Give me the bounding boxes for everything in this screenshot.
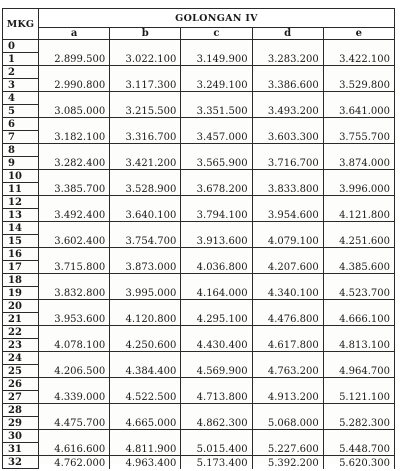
salary-cell-c: 4.164.000 bbox=[181, 274, 252, 300]
mkg-cell: 17 bbox=[3, 261, 39, 274]
salary-cell-d: 3.493.200 bbox=[252, 92, 323, 118]
table-row bbox=[3, 196, 395, 209]
mkg-cell: 12 bbox=[3, 196, 39, 209]
salary-cell-b: 4.665.000 bbox=[110, 404, 181, 430]
salary-cell-a: 4.475.700 bbox=[39, 404, 110, 430]
column-header-b: b bbox=[110, 28, 181, 40]
mkg-cell: 31 bbox=[3, 443, 39, 456]
salary-cell-b: 4.522.500 bbox=[110, 378, 181, 404]
table-row bbox=[3, 92, 395, 105]
salary-cell-c: 5.015.400 bbox=[181, 430, 252, 456]
salary-cell-b: 3.421.200 bbox=[110, 144, 181, 170]
salary-cell-e: 4.121.800 bbox=[323, 196, 394, 222]
mkg-cell: 30 bbox=[3, 430, 39, 443]
salary-cell-a: 4.339.000 bbox=[39, 378, 110, 404]
mkg-cell: 4 bbox=[3, 92, 39, 105]
salary-cell-d: 4.079.100 bbox=[252, 222, 323, 248]
mkg-cell: 6 bbox=[3, 118, 39, 131]
group-header: GOLONGAN IV bbox=[39, 9, 395, 28]
mkg-cell: 2 bbox=[3, 66, 39, 79]
salary-cell-a: 3.385.700 bbox=[39, 170, 110, 196]
salary-cell-c: 5.173.400 bbox=[181, 456, 252, 469]
salary-cell-c: 3.249.100 bbox=[181, 66, 252, 92]
salary-table bbox=[2, 8, 395, 469]
column-header-c: c bbox=[181, 28, 252, 40]
salary-cell-d: 4.617.800 bbox=[252, 326, 323, 352]
table-row bbox=[3, 300, 395, 313]
salary-cell-d: 3.603.300 bbox=[252, 118, 323, 144]
mkg-cell: 21 bbox=[3, 313, 39, 326]
table-row bbox=[3, 430, 395, 443]
salary-cell-b: 3.215.500 bbox=[110, 92, 181, 118]
salary-cell-a: 3.953.600 bbox=[39, 300, 110, 326]
mkg-cell: 3 bbox=[3, 79, 39, 92]
mkg-cell: 15 bbox=[3, 235, 39, 248]
salary-cell-b: 3.995.000 bbox=[110, 274, 181, 300]
salary-cell-d: 5.227.600 bbox=[252, 430, 323, 456]
mkg-cell: 14 bbox=[3, 222, 39, 235]
mkg-cell: 28 bbox=[3, 404, 39, 417]
salary-cell-b: 4.963.400 bbox=[110, 456, 181, 469]
salary-cell-b: 3.316.700 bbox=[110, 118, 181, 144]
salary-cell-c: 3.351.500 bbox=[181, 92, 252, 118]
salary-cell-a: 4.616.600 bbox=[39, 430, 110, 456]
mkg-cell: 23 bbox=[3, 339, 39, 352]
table-row bbox=[3, 326, 395, 339]
salary-cell-e: 4.813.100 bbox=[323, 326, 394, 352]
table-row bbox=[3, 40, 395, 53]
salary-cell-d: 3.386.600 bbox=[252, 66, 323, 92]
salary-cell-e: 5.282.300 bbox=[323, 404, 394, 430]
salary-table-sheet bbox=[2, 8, 394, 469]
salary-cell-e: 4.523.700 bbox=[323, 274, 394, 300]
table-row bbox=[3, 404, 395, 417]
salary-cell-d: 4.340.100 bbox=[252, 274, 323, 300]
table-row bbox=[3, 274, 395, 287]
salary-cell-b: 3.873.000 bbox=[110, 248, 181, 274]
salary-cell-d: 4.476.800 bbox=[252, 300, 323, 326]
salary-cell-d: 3.954.600 bbox=[252, 196, 323, 222]
salary-cell-e: 4.251.600 bbox=[323, 222, 394, 248]
salary-cell-c: 3.457.000 bbox=[181, 118, 252, 144]
table-row bbox=[3, 66, 395, 79]
salary-cell-d: 5.068.000 bbox=[252, 404, 323, 430]
salary-cell-d: 4.763.200 bbox=[252, 352, 323, 378]
mkg-cell: 16 bbox=[3, 248, 39, 261]
table-row bbox=[3, 248, 395, 261]
table-row bbox=[3, 456, 395, 469]
salary-cell-b: 3.754.700 bbox=[110, 222, 181, 248]
salary-cell-d: 3.833.800 bbox=[252, 170, 323, 196]
salary-cell-b: 4.120.800 bbox=[110, 300, 181, 326]
mkg-cell: 18 bbox=[3, 274, 39, 287]
salary-cell-c: 4.430.400 bbox=[181, 326, 252, 352]
salary-cell-e: 3.996.000 bbox=[323, 170, 394, 196]
mkg-cell: 26 bbox=[3, 378, 39, 391]
salary-cell-c: 3.149.900 bbox=[181, 40, 252, 66]
salary-cell-d: 3.716.700 bbox=[252, 144, 323, 170]
salary-cell-a: 4.078.100 bbox=[39, 326, 110, 352]
column-header-a: a bbox=[39, 28, 110, 40]
salary-cell-a: 3.282.400 bbox=[39, 144, 110, 170]
mkg-cell: 25 bbox=[3, 365, 39, 378]
salary-cell-c: 4.569.900 bbox=[181, 352, 252, 378]
salary-cell-e: 3.422.100 bbox=[323, 40, 394, 66]
salary-cell-a: 4.762.000 bbox=[39, 456, 110, 469]
mkg-cell: 32 bbox=[3, 456, 39, 469]
salary-cell-c: 4.036.800 bbox=[181, 248, 252, 274]
mkg-cell: 27 bbox=[3, 391, 39, 404]
table-row bbox=[3, 352, 395, 365]
salary-cell-c: 4.713.800 bbox=[181, 378, 252, 404]
salary-cell-a: 2.990.800 bbox=[39, 66, 110, 92]
salary-cell-a: 3.182.100 bbox=[39, 118, 110, 144]
salary-cell-e: 5.448.700 bbox=[323, 430, 394, 456]
salary-cell-b: 3.640.100 bbox=[110, 196, 181, 222]
mkg-cell: 24 bbox=[3, 352, 39, 365]
mkg-cell: 5 bbox=[3, 105, 39, 118]
salary-cell-e: 3.755.700 bbox=[323, 118, 394, 144]
mkg-cell: 11 bbox=[3, 183, 39, 196]
salary-cell-b: 3.022.100 bbox=[110, 40, 181, 66]
salary-cell-c: 4.862.300 bbox=[181, 404, 252, 430]
salary-cell-a: 3.085.000 bbox=[39, 92, 110, 118]
salary-cell-a: 2.899.500 bbox=[39, 40, 110, 66]
salary-cell-d: 5.392.200 bbox=[252, 456, 323, 469]
salary-cell-e: 3.874.000 bbox=[323, 144, 394, 170]
salary-cell-c: 3.913.600 bbox=[181, 222, 252, 248]
column-header-d: d bbox=[252, 28, 323, 40]
salary-cell-c: 3.565.900 bbox=[181, 144, 252, 170]
salary-cell-b: 3.117.300 bbox=[110, 66, 181, 92]
salary-cell-d: 4.913.200 bbox=[252, 378, 323, 404]
mkg-cell: 22 bbox=[3, 326, 39, 339]
mkg-cell: 10 bbox=[3, 170, 39, 183]
mkg-cell: 13 bbox=[3, 209, 39, 222]
mkg-header: MKG bbox=[3, 9, 39, 40]
salary-cell-b: 4.384.400 bbox=[110, 352, 181, 378]
salary-cell-b: 4.811.900 bbox=[110, 430, 181, 456]
salary-cell-e: 5.121.100 bbox=[323, 378, 394, 404]
mkg-cell: 0 bbox=[3, 40, 39, 53]
mkg-cell: 29 bbox=[3, 417, 39, 430]
salary-cell-b: 3.528.900 bbox=[110, 170, 181, 196]
salary-cell-e: 4.964.700 bbox=[323, 352, 394, 378]
salary-cell-b: 4.250.600 bbox=[110, 326, 181, 352]
mkg-cell: 19 bbox=[3, 287, 39, 300]
salary-cell-a: 3.832.800 bbox=[39, 274, 110, 300]
salary-cell-c: 3.678.200 bbox=[181, 170, 252, 196]
column-header-e: e bbox=[323, 28, 394, 40]
table-row bbox=[3, 222, 395, 235]
salary-cell-c: 3.794.100 bbox=[181, 196, 252, 222]
table-body bbox=[3, 40, 395, 469]
mkg-cell: 1 bbox=[3, 53, 39, 66]
salary-cell-d: 3.283.200 bbox=[252, 40, 323, 66]
table-row bbox=[3, 118, 395, 131]
salary-cell-d: 4.207.600 bbox=[252, 248, 323, 274]
salary-cell-e: 4.666.100 bbox=[323, 300, 394, 326]
salary-cell-a: 3.492.400 bbox=[39, 196, 110, 222]
table-row bbox=[3, 378, 395, 391]
mkg-cell: 7 bbox=[3, 131, 39, 144]
salary-cell-e: 3.529.800 bbox=[323, 66, 394, 92]
table-row bbox=[3, 144, 395, 157]
salary-cell-e: 5.620.300 bbox=[323, 456, 394, 469]
mkg-cell: 20 bbox=[3, 300, 39, 313]
salary-cell-a: 3.715.800 bbox=[39, 248, 110, 274]
salary-cell-c: 4.295.100 bbox=[181, 300, 252, 326]
mkg-cell: 9 bbox=[3, 157, 39, 170]
mkg-cell: 8 bbox=[3, 144, 39, 157]
table-row bbox=[3, 170, 395, 183]
salary-cell-e: 4.385.600 bbox=[323, 248, 394, 274]
salary-cell-e: 3.641.000 bbox=[323, 92, 394, 118]
salary-cell-a: 4.206.500 bbox=[39, 352, 110, 378]
salary-cell-a: 3.602.400 bbox=[39, 222, 110, 248]
table-header bbox=[3, 9, 395, 40]
